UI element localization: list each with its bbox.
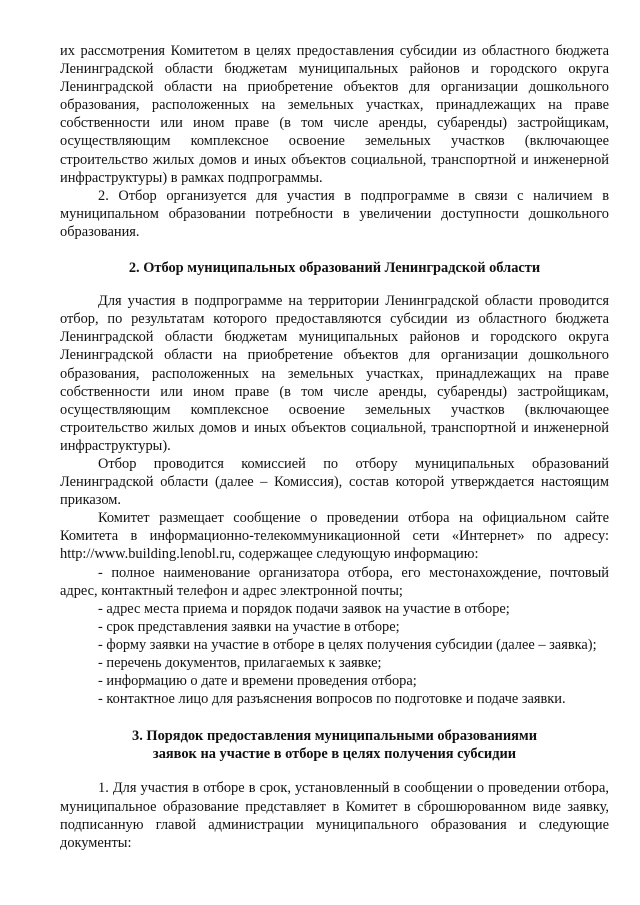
list-item: - форму заявки на участие в отборе в целях получения субсидии (далее – заявка); bbox=[98, 636, 597, 653]
paragraph-section2-intro: Для участия в подпрограмме на территории Ленинградской области проводится отбор, по результатам которого предоставляются субсидии из областного бюджета Ленинградской области бюджетам муниципальных районов и городского округа Ленинградской области на приобретение объектов для организации дошкольного образования, расположенных на земельных участках, принадлежащих на праве собственности или ином праве (в том числе аренды, субаренды) застройщикам, осуществляющим комплексное освоение земельных участков (включающее строительство жилых домов и иных объектов социальной, транспортной и инженерной инфраструктуры). bbox=[60, 293, 609, 454]
section-2-heading: 2. Отбор муниципальных образований Ленинградской области bbox=[128, 260, 541, 277]
paragraph-section1-tail: их рассмотрения Комитетом в целях предоставления субсидии из областного бюджета Ленинградской области бюджетам муниципальных районов и городского округа Ленинградской области на приобретение объектов для организации дошкольного образования, расположенных на земельных участках, принадлежащих на праве собственности или ином праве (в том числе аренды, субаренды) застройщикам, осуществляющим комплексное освоение земельных участков (включающее строительство жилых домов и иных объектов социальной, транспортной и инженерной инфраструктуры) в рамках подпрограммы. bbox=[60, 43, 609, 186]
paragraph-section1-item2: 2. Отбор организуется для участия в подпрограмме в связи с наличием в муниципальном образовании потребности в увеличении доступности дошкольного образования. bbox=[60, 187, 609, 240]
list-item: - перечень документов, прилагаемых к заявке; bbox=[98, 655, 382, 671]
section-3-heading-line-1: 3. Порядок предоставления муниципальными образованиями bbox=[132, 728, 537, 745]
list-item: - полное наименование организатора отбора, его местонахождение, почтовый адрес, контактный телефон и адрес электронной почты; bbox=[60, 564, 609, 599]
list-item: - контактное лицо для разъяснения вопросов по подготовке и подаче заявки. bbox=[98, 691, 566, 708]
paragraph-section3-item1: 1. Для участия в отборе в срок, установленный в сообщении о проведении отбора, муниципальное образование представляет в Комитет в сброшюрованном виде заявку, подписанную главой администрации муниципального образования и следующие документы: bbox=[60, 780, 609, 851]
list-item: - адрес места приема и порядок подачи заявок на участие в отборе; bbox=[98, 600, 510, 617]
list-item: - срок представления заявки на участие в отборе; bbox=[98, 618, 400, 635]
paragraph-section2-announcement: Комитет размещает сообщение о проведении отбора на официальном сайте Комитета в информационно-телекоммуникационной сети «Интернет» по адресу: http://www.building.lenobl.ru, содержащее следующую информацию: bbox=[60, 510, 609, 563]
section-3-heading-line-2: заявок на участие в отборе в целях получения субсидии bbox=[152, 746, 517, 763]
list-item: - информацию о дате и времени проведения отбора; bbox=[98, 673, 417, 690]
paragraph-section2-commission: Отбор проводится комиссией по отбору муниципальных образований Ленинградской области (далее – Комиссия), состав которой утверждается настоящим приказом. bbox=[60, 455, 609, 509]
